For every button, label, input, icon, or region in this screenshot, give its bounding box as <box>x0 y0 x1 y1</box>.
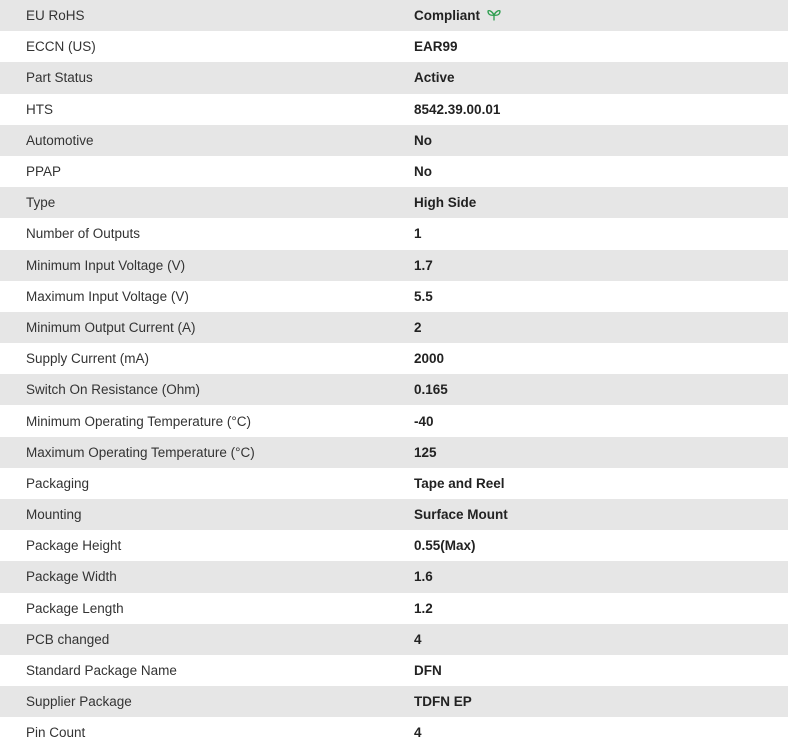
spec-row-package-length <box>0 593 788 624</box>
spec-value: 4 <box>388 624 788 655</box>
spec-row-min-input-voltage <box>0 250 788 281</box>
spec-row-pin-count <box>0 717 788 748</box>
spec-label: Package Width <box>0 561 388 592</box>
spec-label: Type <box>0 187 388 218</box>
spec-value: TDFN EP <box>388 686 788 717</box>
spec-value: 8542.39.00.01 <box>388 94 788 125</box>
spec-row-min-operating-temperature <box>0 405 788 436</box>
spec-label: PCB changed <box>0 624 388 655</box>
spec-label: EU RoHS <box>0 0 388 31</box>
spec-value: High Side <box>388 187 788 218</box>
spec-value: 125 <box>388 437 788 468</box>
spec-row-ppap <box>0 156 788 187</box>
spec-value-cell <box>388 0 788 31</box>
spec-row-max-input-voltage <box>0 281 788 312</box>
spec-row-hts <box>0 94 788 125</box>
spec-value: Compliant <box>414 8 480 24</box>
spec-value: Active <box>388 62 788 93</box>
spec-value: 2 <box>388 312 788 343</box>
spec-row-max-operating-temperature <box>0 437 788 468</box>
spec-value: 0.55(Max) <box>388 530 788 561</box>
spec-label: Package Height <box>0 530 388 561</box>
spec-row-supplier-package <box>0 686 788 717</box>
spec-row-switch-on-resistance <box>0 374 788 405</box>
spec-row-supply-current <box>0 343 788 374</box>
spec-label: Minimum Output Current (A) <box>0 312 388 343</box>
spec-value: 1.2 <box>388 593 788 624</box>
spec-value: No <box>388 156 788 187</box>
spec-label: Package Length <box>0 593 388 624</box>
spec-label: Supply Current (mA) <box>0 343 388 374</box>
spec-value: 1.7 <box>388 250 788 281</box>
spec-value: 1.6 <box>388 561 788 592</box>
spec-label: Number of Outputs <box>0 218 388 249</box>
spec-row-eccn <box>0 31 788 62</box>
spec-value: No <box>388 125 788 156</box>
spec-row-min-output-current <box>0 312 788 343</box>
spec-value: 0.165 <box>388 374 788 405</box>
spec-value: Surface Mount <box>388 499 788 530</box>
spec-row-part-status <box>0 62 788 93</box>
spec-value: -40 <box>388 405 788 436</box>
spec-value: Tape and Reel <box>388 468 788 499</box>
spec-row-type <box>0 187 788 218</box>
spec-label: Minimum Operating Temperature (°C) <box>0 405 388 436</box>
spec-value: 2000 <box>388 343 788 374</box>
leaf-icon <box>487 9 501 21</box>
spec-value: 5.5 <box>388 281 788 312</box>
spec-label: Supplier Package <box>0 686 388 717</box>
spec-label: Packaging <box>0 468 388 499</box>
spec-row-package-height <box>0 530 788 561</box>
spec-row-pcb-changed <box>0 624 788 655</box>
spec-value: 4 <box>388 717 788 748</box>
spec-label: HTS <box>0 94 388 125</box>
spec-row-packaging <box>0 468 788 499</box>
spec-label: Maximum Input Voltage (V) <box>0 281 388 312</box>
spec-row-package-width <box>0 561 788 592</box>
spec-row-number-of-outputs <box>0 218 788 249</box>
spec-label: Pin Count <box>0 717 388 748</box>
spec-row-automotive <box>0 125 788 156</box>
spec-value: DFN <box>388 655 788 686</box>
spec-label: PPAP <box>0 156 388 187</box>
spec-row-eu-rohs <box>0 0 788 31</box>
spec-value: 1 <box>388 218 788 249</box>
spec-label: Mounting <box>0 499 388 530</box>
spec-label: ECCN (US) <box>0 31 388 62</box>
spec-label: Maximum Operating Temperature (°C) <box>0 437 388 468</box>
spec-value: EAR99 <box>388 31 788 62</box>
spec-row-mounting <box>0 499 788 530</box>
spec-label: Part Status <box>0 62 388 93</box>
spec-label: Automotive <box>0 125 388 156</box>
spec-label: Minimum Input Voltage (V) <box>0 250 388 281</box>
spec-label: Switch On Resistance (Ohm) <box>0 374 388 405</box>
spec-label: Standard Package Name <box>0 655 388 686</box>
spec-row-standard-package-name <box>0 655 788 686</box>
